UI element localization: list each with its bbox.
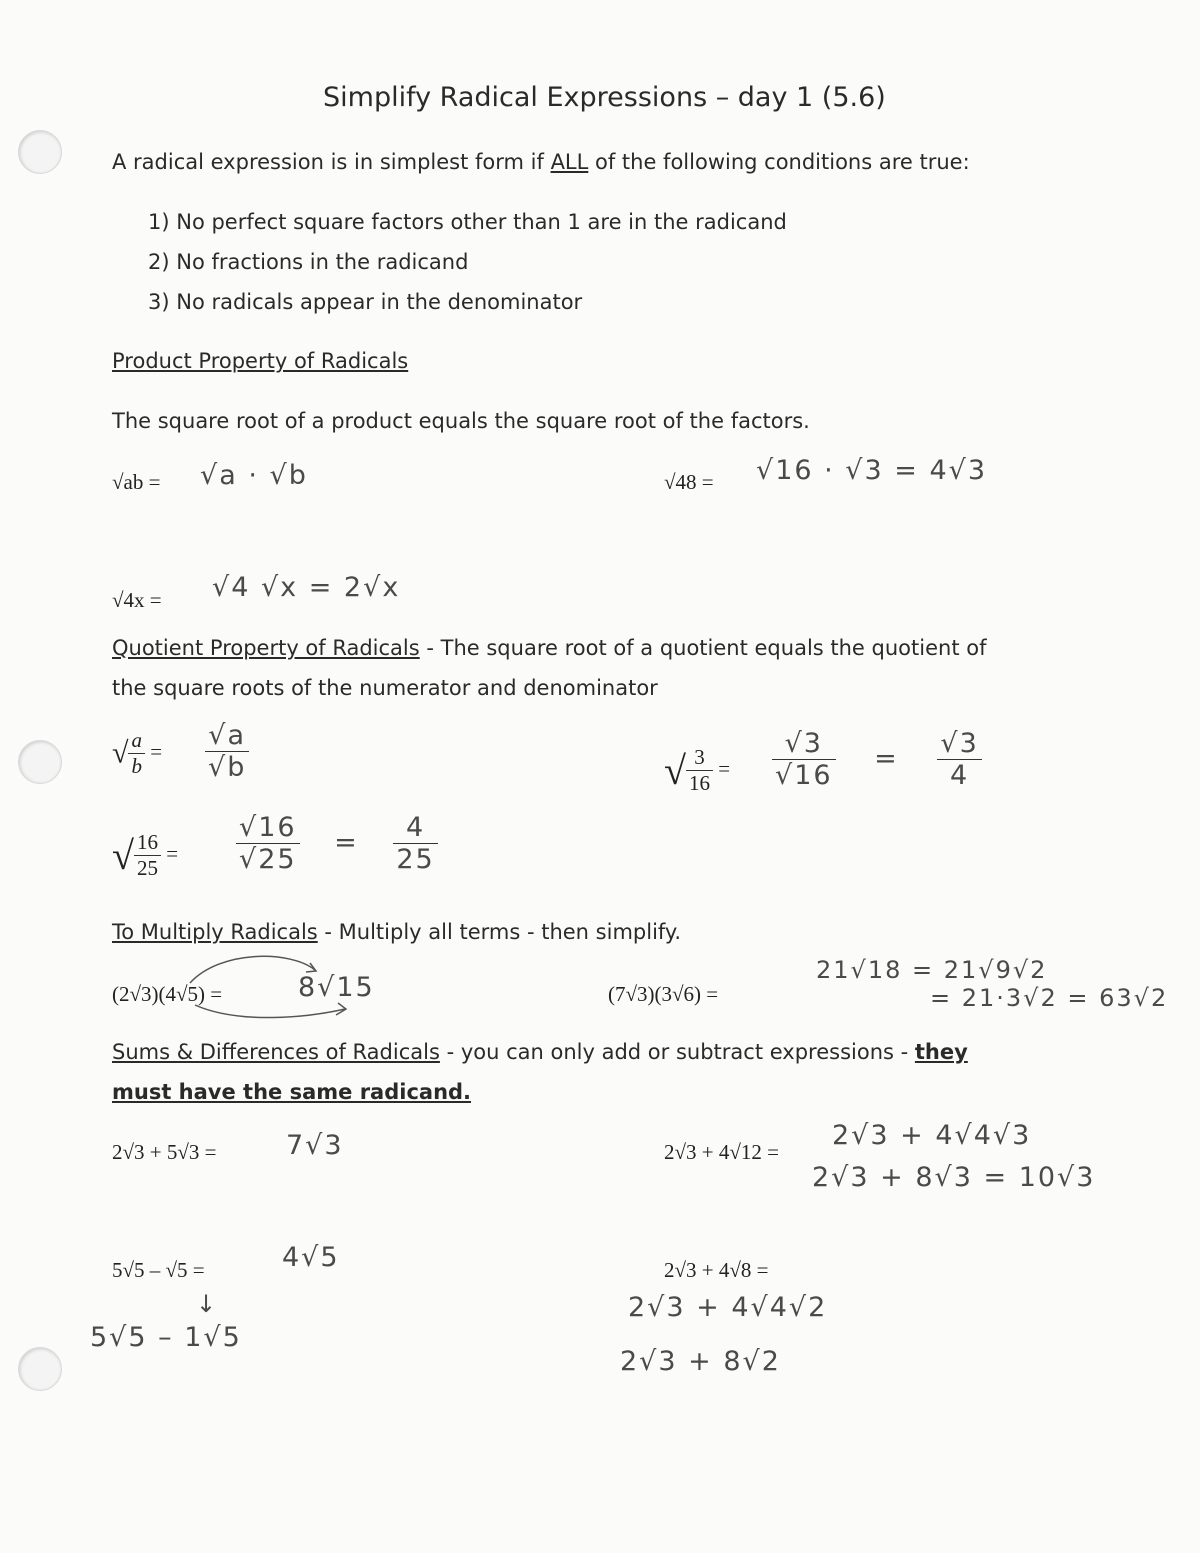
quotient-ex1-num: a	[128, 728, 145, 754]
quotient-heading: Quotient Property of Radicals	[112, 636, 420, 660]
product-ex3-handwritten: √4 √x = 2√x	[212, 572, 401, 603]
condition-2: 2) No fractions in the radicand	[148, 250, 469, 274]
quotient-ex1-printed: √ $\frac{a}{b}$ =	[112, 728, 163, 778]
intro-before: A radical expression is in simplest form if	[112, 150, 551, 174]
sums-ex4-printed: 2√3 + 4√8 =	[664, 1258, 769, 1282]
multiply-heading: To Multiply Radicals	[112, 920, 318, 944]
quotient-ex1-handwritten	[205, 720, 249, 783]
multiply-ex2-hand-line1: 21√18 = 21√9√2	[816, 956, 1048, 984]
product-ex1-printed: √ab =	[112, 470, 161, 494]
sums-ex3-printed: 5√5 – √5 =	[112, 1258, 205, 1282]
multiply-ex1-printed: (2√3)(4√5) =	[112, 982, 223, 1006]
sums-ex4-hand-line2: 2√3 + 8√2	[620, 1346, 781, 1377]
sums-they: they	[914, 1040, 968, 1064]
multiply-ex2-hand-line2: = 21·3√2 = 63√2	[930, 984, 1169, 1012]
quotient-ex3-hand2-num: 4	[393, 812, 437, 844]
multiply-line	[112, 920, 681, 944]
quotient-ex2-eq: =	[718, 756, 731, 781]
quotient-ex1-den: b	[131, 754, 142, 778]
quotient-ex2-num: 3	[686, 745, 713, 771]
intro-text	[112, 150, 970, 174]
quotient-ex3-printed: √ $\frac{16}{25}$ =	[112, 830, 179, 880]
sums-ex3-hand-arrow: ↓	[196, 1290, 219, 1318]
product-ex2-printed: √48 =	[664, 470, 714, 494]
quotient-ex3-den: 25	[136, 856, 158, 880]
quotient-line2: the square roots of the numerator and denominator	[112, 676, 658, 700]
quotient-line1	[112, 636, 986, 660]
quotient-ex3-handwritten	[236, 812, 438, 875]
multiply-arrows	[150, 945, 410, 1025]
binder-hole-bottom	[18, 1347, 62, 1391]
product-ex1-handwritten: √a · √b	[200, 460, 308, 491]
sums-rest: - you can only add or subtract expressions -	[439, 1040, 915, 1064]
sums-ex2-hand-line1: 2√3 + 4√4√3	[832, 1120, 1032, 1151]
quotient-ex2-printed: √ $\frac{3}{16}$ =	[664, 745, 731, 795]
quotient-ex3-hand-den: √25	[239, 844, 297, 875]
sums-ex3-hand-line2: 5√5 – 1√5	[90, 1322, 242, 1353]
quotient-ex2-hand2-den: 4	[949, 760, 970, 791]
sums-ex1-printed: 2√3 + 5√3 =	[112, 1140, 217, 1164]
multiply-ex2-printed: (7√3)(3√6) =	[608, 982, 719, 1006]
sums-ex3-handwritten: 4√5	[282, 1242, 340, 1273]
condition-1: 1) No perfect square factors other than 1 are in the radicand	[148, 210, 787, 234]
quotient-rest: - The square root of a quotient equals the quotient of	[419, 636, 987, 660]
intro-after: of the following conditions are true:	[588, 150, 970, 174]
quotient-ex2-handwritten	[772, 728, 982, 791]
product-ex3-printed: √4x =	[112, 588, 162, 612]
quotient-ex2-eq2: =	[874, 743, 899, 774]
quotient-ex3-num: 16	[134, 830, 161, 856]
quotient-ex1-eq: =	[150, 739, 163, 764]
quotient-ex3-eq: =	[166, 841, 179, 866]
condition-3: 3) No radicals appear in the denominator	[148, 290, 583, 314]
multiply-arrow-top	[190, 956, 315, 983]
sums-heading: Sums & Differences of Radicals	[112, 1040, 440, 1064]
quotient-ex2-hand-num: √3	[772, 728, 836, 760]
sums-ex2-printed: 2√3 + 4√12 =	[664, 1140, 779, 1164]
multiply-ex1-handwritten: 8√15	[298, 972, 375, 1003]
sums-line2: must have the same radicand.	[112, 1080, 472, 1104]
sums-line1	[112, 1040, 968, 1064]
product-heading: Product Property of Radicals	[112, 349, 409, 373]
page-title: Simplify Radical Expressions – day 1 (5.6)	[323, 82, 886, 113]
quotient-ex2-den: 16	[688, 771, 710, 795]
sums-ex4-hand-line1: 2√3 + 4√4√2	[628, 1292, 828, 1323]
quotient-ex2-hand-den: √16	[775, 760, 833, 791]
sums-ex1-handwritten: 7√3	[286, 1130, 344, 1161]
binder-hole-top	[18, 130, 62, 174]
multiply-arrow-bottom	[195, 1005, 345, 1018]
quotient-ex3-eq2: =	[334, 827, 359, 858]
quotient-ex3-hand2-den: 25	[396, 844, 435, 875]
quotient-ex3-hand-num: √16	[236, 812, 300, 844]
sums-ex2-hand-line2: 2√3 + 8√3 = 10√3	[812, 1162, 1096, 1193]
multiply-rest: - Multiply all terms - then simplify.	[317, 920, 682, 944]
product-ex2-handwritten: √16 · √3 = 4√3	[756, 455, 988, 486]
product-statement: The square root of a product equals the square root of the factors.	[112, 409, 810, 433]
intro-all: ALL	[550, 150, 589, 174]
quotient-ex2-hand2-num: √3	[937, 728, 981, 760]
binder-hole-middle	[18, 740, 62, 784]
quotient-ex1-hand-den: √b	[208, 752, 247, 783]
quotient-ex1-hand-num: √a	[205, 720, 249, 752]
